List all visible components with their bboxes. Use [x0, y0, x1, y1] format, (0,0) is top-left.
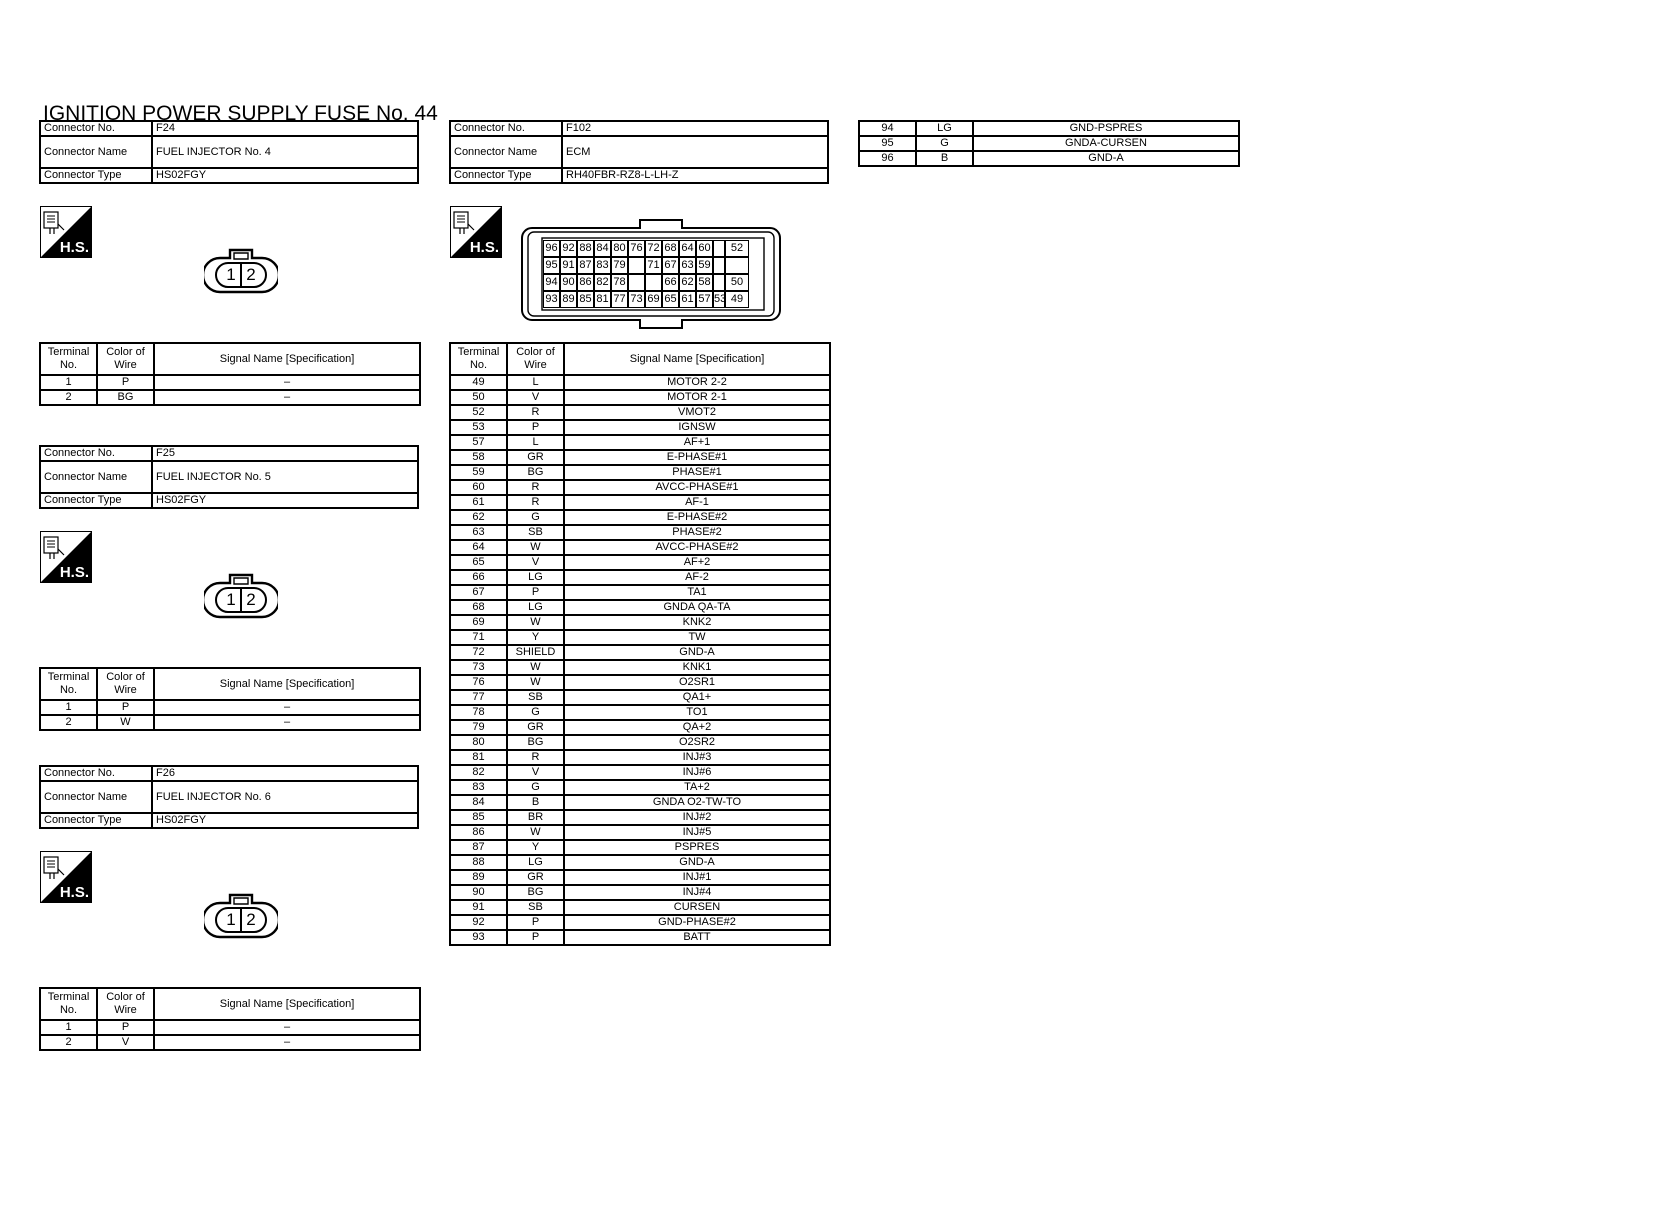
signal-name: KNK1: [564, 660, 830, 675]
terminal-no: 1: [40, 700, 97, 715]
signal-name: AF+2: [564, 555, 830, 570]
terminal-no-header: Terminal No.: [40, 668, 97, 700]
connector-label: Connector No.: [40, 446, 152, 461]
terminal-no: 76: [450, 675, 507, 690]
color-of-wire-header: Color of Wire: [507, 343, 564, 375]
table-row: [450, 555, 830, 570]
ecm-pin-cell: 73: [628, 291, 645, 308]
terminal-no: 60: [450, 480, 507, 495]
table-row: [450, 705, 830, 720]
signal-name: AF+1: [564, 435, 830, 450]
signal-name: BATT: [564, 930, 830, 945]
wire-color: B: [507, 795, 564, 810]
wire-color: BG: [507, 735, 564, 750]
connector-label: Connector Name: [40, 136, 152, 168]
hs-harness-side-icon: [40, 531, 92, 583]
table-row: [450, 450, 830, 465]
terminal-no: 1: [40, 375, 97, 390]
wire-color: W: [507, 660, 564, 675]
ecm-pin-cell: 93: [543, 291, 560, 308]
hs-label: H.S.: [469, 239, 499, 256]
signal-name-header: Signal Name [Specification]: [564, 343, 830, 375]
terminal-no: 67: [450, 585, 507, 600]
terminal-no: 59: [450, 465, 507, 480]
wire-color: LG: [507, 855, 564, 870]
table-row: [450, 900, 830, 915]
signal-name: –: [154, 1020, 420, 1035]
signal-name: O2SR2: [564, 735, 830, 750]
connector-no: F24: [152, 121, 418, 136]
hs-harness-side-icon: [450, 206, 502, 258]
signal-name: KNK2: [564, 615, 830, 630]
signal-name: QA+2: [564, 720, 830, 735]
terminal-no: 2: [40, 390, 97, 405]
ecm-pin-cell: 72: [645, 240, 662, 257]
wire-color: W: [97, 715, 154, 730]
signal-name: VMOT2: [564, 405, 830, 420]
terminal-no: 81: [450, 750, 507, 765]
terminal-no: 86: [450, 825, 507, 840]
connector-no: F102: [562, 121, 828, 136]
table-row: [450, 645, 830, 660]
signal-name: CURSEN: [564, 900, 830, 915]
terminal-table-f102: [449, 342, 831, 946]
ecm-pin-cell: 52: [725, 240, 749, 257]
signal-name: INJ#5: [564, 825, 830, 840]
connector-label: Connector Type: [40, 168, 152, 183]
connector-label: Connector No.: [40, 766, 152, 781]
wire-color: SB: [507, 900, 564, 915]
terminal-no: 85: [450, 810, 507, 825]
terminal-no: 62: [450, 510, 507, 525]
connector-label: Connector No.: [450, 121, 562, 136]
ecm-pin-cell: 49: [725, 291, 749, 308]
ecm-pin-cell: 96: [543, 240, 560, 257]
table-row: [450, 660, 830, 675]
signal-name: MOTOR 2-2: [564, 375, 830, 390]
ecm-pin-cell: 86: [577, 274, 594, 291]
connector-label: Connector Type: [450, 168, 562, 183]
wire-color: LG: [507, 570, 564, 585]
table-row: [450, 885, 830, 900]
table-row: [450, 855, 830, 870]
wire-color: BG: [507, 885, 564, 900]
wire-color: R: [507, 480, 564, 495]
wire-color: G: [507, 780, 564, 795]
table-row: [450, 825, 830, 840]
signal-name: IGNSW: [564, 420, 830, 435]
signal-name: INJ#6: [564, 765, 830, 780]
ecm-pin-cell: [713, 257, 725, 274]
signal-name: TW: [564, 630, 830, 645]
terminal-table-f102-continued: [858, 120, 1240, 167]
terminal-no: 1: [40, 1020, 97, 1035]
table-row: [450, 675, 830, 690]
wire-color: V: [507, 765, 564, 780]
table-row: [859, 151, 1239, 166]
pin-label: 1: [226, 265, 236, 284]
wire-color: R: [507, 495, 564, 510]
wire-color: R: [507, 750, 564, 765]
terminal-no: 2: [40, 715, 97, 730]
signal-name: TO1: [564, 705, 830, 720]
ecm-pin-cell: 69: [645, 291, 662, 308]
ecm-pin-cell: 63: [679, 257, 696, 274]
terminal-table-f24: [39, 342, 421, 406]
table-row: [450, 540, 830, 555]
terminal-no: 80: [450, 735, 507, 750]
table-row: [450, 780, 830, 795]
ecm-pin-cell: [713, 274, 725, 291]
connector-label: Connector No.: [40, 121, 152, 136]
pin-label: 2: [246, 590, 256, 609]
connector-label: Connector Name: [40, 781, 152, 813]
ecm-pin-cell: 68: [662, 240, 679, 257]
signal-name: PHASE#1: [564, 465, 830, 480]
ecm-pin-cell: 83: [594, 257, 611, 274]
wire-color: BG: [97, 390, 154, 405]
terminal-no: 96: [859, 151, 916, 166]
signal-name: MOTOR 2-1: [564, 390, 830, 405]
wire-color: B: [916, 151, 973, 166]
connector-name: ECM: [562, 136, 828, 168]
wire-color: W: [507, 540, 564, 555]
ecm-pin-cell: 95: [543, 257, 560, 274]
two-pin-connector-icon: [204, 573, 278, 619]
terminal-no: 50: [450, 390, 507, 405]
connector-label: Connector Name: [40, 461, 152, 493]
signal-name: GNDA QA-TA: [564, 600, 830, 615]
signal-name: INJ#2: [564, 810, 830, 825]
wire-color: G: [916, 136, 973, 151]
hs-harness-side-icon: [40, 206, 92, 258]
color-of-wire-header: Color of Wire: [97, 343, 154, 375]
ecm-pin-cell: 60: [696, 240, 713, 257]
table-row: [450, 765, 830, 780]
table-row: [450, 420, 830, 435]
table-row: [450, 630, 830, 645]
pin-label: 2: [246, 265, 256, 284]
wire-color: V: [507, 555, 564, 570]
table-row: [40, 715, 420, 730]
terminal-no: 95: [859, 136, 916, 151]
ecm-pin-cell: 76: [628, 240, 645, 257]
table-row: [40, 390, 420, 405]
wire-color: V: [507, 390, 564, 405]
signal-name: PSPRES: [564, 840, 830, 855]
ecm-pin-cell: 92: [560, 240, 577, 257]
table-row: [450, 915, 830, 930]
terminal-table-f25: [39, 667, 421, 731]
signal-name: GND-A: [564, 855, 830, 870]
ecm-pin-cell: 65: [662, 291, 679, 308]
ecm-pin-cell: [713, 240, 725, 257]
ecm-pin-cell: [645, 274, 662, 291]
terminal-table-f26: [39, 987, 421, 1051]
wire-color: P: [507, 915, 564, 930]
terminal-no-header: Terminal No.: [40, 343, 97, 375]
signal-name: INJ#4: [564, 885, 830, 900]
table-row: [450, 600, 830, 615]
ecm-pin-cell: [628, 257, 645, 274]
ecm-pin-cell: 81: [594, 291, 611, 308]
table-row: [450, 405, 830, 420]
connector-type: HS02FGY: [152, 813, 418, 828]
table-row: [450, 510, 830, 525]
terminal-no: 82: [450, 765, 507, 780]
terminal-no: 84: [450, 795, 507, 810]
wire-color: P: [507, 930, 564, 945]
table-row: [450, 375, 830, 390]
terminal-no: 87: [450, 840, 507, 855]
signal-name: GND-A: [564, 645, 830, 660]
wire-color: G: [507, 510, 564, 525]
wire-color: BR: [507, 810, 564, 825]
wire-color: SB: [507, 525, 564, 540]
hs-label: H.S.: [59, 564, 89, 581]
table-row: [450, 525, 830, 540]
signal-name: INJ#3: [564, 750, 830, 765]
ecm-pin-cell: 50: [725, 274, 749, 291]
connector-f25-info-table: [39, 445, 419, 509]
pin-label: 2: [246, 910, 256, 929]
ecm-pin-cell: 77: [611, 291, 628, 308]
ecm-pin-cell: 84: [594, 240, 611, 257]
ecm-pin-cell: 78: [611, 274, 628, 291]
color-of-wire-header: Color of Wire: [97, 988, 154, 1020]
signal-name: –: [154, 700, 420, 715]
signal-name: AF-1: [564, 495, 830, 510]
wire-color: GR: [507, 720, 564, 735]
table-row: [859, 121, 1239, 136]
ecm-pin-cell: 79: [611, 257, 628, 274]
table-row: [859, 136, 1239, 151]
terminal-no: 83: [450, 780, 507, 795]
terminal-no: 78: [450, 705, 507, 720]
terminal-no: 53: [450, 420, 507, 435]
signal-name: INJ#1: [564, 870, 830, 885]
terminal-no: 92: [450, 915, 507, 930]
ecm-pin-cell: 90: [560, 274, 577, 291]
wire-color: P: [97, 1020, 154, 1035]
table-row: [450, 570, 830, 585]
signal-name-header: Signal Name [Specification]: [154, 668, 420, 700]
table-row: [40, 1035, 420, 1050]
connector-no: F26: [152, 766, 418, 781]
signal-name: AVCC-PHASE#2: [564, 540, 830, 555]
table-row: [450, 615, 830, 630]
terminal-no: 52: [450, 405, 507, 420]
connector-label: Connector Type: [40, 493, 152, 508]
two-pin-connector-icon: [204, 893, 278, 939]
table-row: [450, 720, 830, 735]
table-row: [450, 465, 830, 480]
connector-type: HS02FGY: [152, 493, 418, 508]
terminal-no: 61: [450, 495, 507, 510]
signal-name: QA1+: [564, 690, 830, 705]
table-row: [450, 735, 830, 750]
ecm-pin-cell: 66: [662, 274, 679, 291]
terminal-no: 89: [450, 870, 507, 885]
terminal-no: 91: [450, 900, 507, 915]
signal-name: PHASE#2: [564, 525, 830, 540]
terminal-no: 66: [450, 570, 507, 585]
connector-label: Connector Type: [40, 813, 152, 828]
terminal-no: 93: [450, 930, 507, 945]
terminal-no: 63: [450, 525, 507, 540]
terminal-no: 65: [450, 555, 507, 570]
ecm-pin-cell: 91: [560, 257, 577, 274]
wire-color: Y: [507, 630, 564, 645]
wire-color: W: [507, 825, 564, 840]
ecm-pin-cell: 80: [611, 240, 628, 257]
table-row: [450, 390, 830, 405]
table-row: [40, 700, 420, 715]
hs-label: H.S.: [59, 239, 89, 256]
wire-color: P: [507, 420, 564, 435]
table-row: [450, 810, 830, 825]
signal-name: GNDA-CURSEN: [973, 136, 1239, 151]
terminal-no: 2: [40, 1035, 97, 1050]
signal-name: –: [154, 390, 420, 405]
table-row: [450, 480, 830, 495]
table-row: [450, 495, 830, 510]
terminal-no: 90: [450, 885, 507, 900]
table-row: [450, 870, 830, 885]
wire-color: G: [507, 705, 564, 720]
table-row: [40, 1020, 420, 1035]
terminal-no: 72: [450, 645, 507, 660]
terminal-no: 71: [450, 630, 507, 645]
signal-name: –: [154, 375, 420, 390]
signal-name: GND-A: [973, 151, 1239, 166]
ecm-pin-cell: 85: [577, 291, 594, 308]
terminal-no: 57: [450, 435, 507, 450]
signal-name: –: [154, 1035, 420, 1050]
ecm-pin-cell: 82: [594, 274, 611, 291]
ecm-pin-cell: 89: [560, 291, 577, 308]
terminal-no-header: Terminal No.: [40, 988, 97, 1020]
ecm-pin-cell: 87: [577, 257, 594, 274]
terminal-no: 49: [450, 375, 507, 390]
terminal-no: 94: [859, 121, 916, 136]
ecm-pin-cell: [725, 257, 749, 274]
signal-name: TA1: [564, 585, 830, 600]
wire-color: W: [507, 675, 564, 690]
signal-name-header: Signal Name [Specification]: [154, 988, 420, 1020]
signal-name: AVCC-PHASE#1: [564, 480, 830, 495]
ecm-pin-cell: 57: [696, 291, 713, 308]
table-row: [450, 690, 830, 705]
terminal-no: 73: [450, 660, 507, 675]
table-row: [450, 840, 830, 855]
ecm-pin-cell: 67: [662, 257, 679, 274]
pin-label: 1: [226, 590, 236, 609]
signal-name: –: [154, 715, 420, 730]
ecm-pin-cell: 61: [679, 291, 696, 308]
table-row: [450, 750, 830, 765]
wire-color: LG: [507, 600, 564, 615]
connector-type: HS02FGY: [152, 168, 418, 183]
table-row: [450, 435, 830, 450]
wire-color: P: [97, 700, 154, 715]
ecm-pin-cell: [628, 274, 645, 291]
connector-f102-info-table: [449, 120, 829, 184]
connector-type: RH40FBR-RZ8-L-LH-Z: [562, 168, 828, 183]
connector-label: Connector Name: [450, 136, 562, 168]
ecm-pin-cell: 62: [679, 274, 696, 291]
table-row: [450, 795, 830, 810]
wire-color: V: [97, 1035, 154, 1050]
connector-no: F25: [152, 446, 418, 461]
signal-name: AF-2: [564, 570, 830, 585]
terminal-no: 58: [450, 450, 507, 465]
terminal-no: 64: [450, 540, 507, 555]
connector-name: FUEL INJECTOR No. 5: [152, 461, 418, 493]
terminal-no: 88: [450, 855, 507, 870]
ecm-pin-cell: 53: [713, 291, 725, 308]
wire-color: W: [507, 615, 564, 630]
signal-name: E-PHASE#2: [564, 510, 830, 525]
ecm-pin-cell: 71: [645, 257, 662, 274]
connector-f26-info-table: [39, 765, 419, 829]
wire-color: R: [507, 405, 564, 420]
wire-color: GR: [507, 450, 564, 465]
signal-name: O2SR1: [564, 675, 830, 690]
wire-color: L: [507, 435, 564, 450]
connector-name: FUEL INJECTOR No. 6: [152, 781, 418, 813]
ecm-pin-cell: 88: [577, 240, 594, 257]
terminal-no: 79: [450, 720, 507, 735]
two-pin-connector-icon: [204, 248, 278, 294]
connector-f24-info-table: [39, 120, 419, 184]
signal-name: E-PHASE#1: [564, 450, 830, 465]
wire-color: P: [507, 585, 564, 600]
page-title: IGNITION POWER SUPPLY FUSE No. 44: [43, 102, 438, 125]
connector-name: FUEL INJECTOR No. 4: [152, 136, 418, 168]
signal-name-header: Signal Name [Specification]: [154, 343, 420, 375]
wire-color: SB: [507, 690, 564, 705]
ecm-pin-cell: 64: [679, 240, 696, 257]
terminal-no: 68: [450, 600, 507, 615]
wire-color: BG: [507, 465, 564, 480]
ecm-pin-cell: 59: [696, 257, 713, 274]
hs-harness-side-icon: [40, 851, 92, 903]
terminal-no-header: Terminal No.: [450, 343, 507, 375]
ecm-pin-cell: 94: [543, 274, 560, 291]
table-row: [40, 375, 420, 390]
signal-name: GNDA O2-TW-TO: [564, 795, 830, 810]
table-row: [450, 585, 830, 600]
wire-color: LG: [916, 121, 973, 136]
table-row: [450, 930, 830, 945]
color-of-wire-header: Color of Wire: [97, 668, 154, 700]
wire-color: L: [507, 375, 564, 390]
signal-name: GND-PSPRES: [973, 121, 1239, 136]
pin-label: 1: [226, 910, 236, 929]
wire-color: GR: [507, 870, 564, 885]
wire-color: P: [97, 375, 154, 390]
hs-label: H.S.: [59, 884, 89, 901]
wire-color: Y: [507, 840, 564, 855]
wire-color: SHIELD: [507, 645, 564, 660]
signal-name: TA+2: [564, 780, 830, 795]
signal-name: GND-PHASE#2: [564, 915, 830, 930]
terminal-no: 77: [450, 690, 507, 705]
ecm-pin-cell: 58: [696, 274, 713, 291]
terminal-no: 69: [450, 615, 507, 630]
